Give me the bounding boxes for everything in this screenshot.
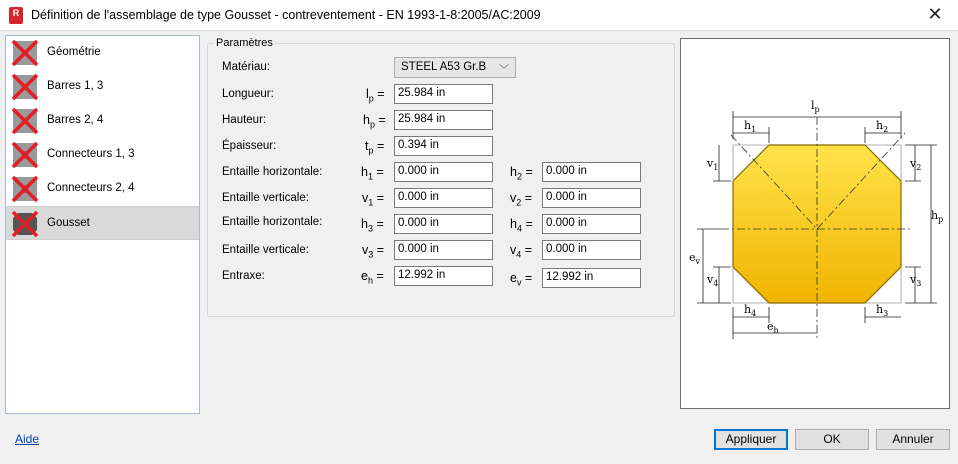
v3-field[interactable]: 0.000 in	[394, 240, 493, 260]
v4-label: $v_4$	[707, 273, 719, 288]
v2-label: $v_2$	[910, 157, 922, 172]
horizontal-notch-label-2: Entaille horizontale:	[222, 216, 323, 228]
app-icon-letter: R	[12, 8, 20, 18]
length-label: Longueur:	[222, 88, 274, 100]
error-cross-icon	[10, 38, 40, 68]
v2-field[interactable]: 0.000 in	[542, 188, 641, 208]
length-field[interactable]: 25.984 in	[394, 84, 493, 104]
error-cross-icon	[10, 140, 40, 170]
v3-symbol: $v_3$ =	[362, 243, 385, 260]
ev-symbol: $e_v$ =	[510, 271, 533, 288]
nav-item-label: Connecteurs 1, 3	[47, 148, 135, 160]
eh-field[interactable]: 12.992 in	[394, 266, 493, 286]
nav-item-connecteurs-2-4[interactable]	[6, 172, 199, 206]
apply-button[interactable]: Appliquer	[714, 429, 788, 450]
height-symbol: $h_p$ =	[363, 113, 386, 130]
h1-label: $h_1$	[744, 119, 757, 134]
lp-label: $l_p$	[811, 99, 820, 114]
ev-field[interactable]: 12.992 in	[542, 268, 641, 288]
thickness-label: Épaisseur:	[222, 140, 277, 152]
gusset-diagram	[681, 39, 949, 408]
v1-field[interactable]: 0.000 in	[394, 188, 493, 208]
sidebar-nav	[5, 35, 200, 414]
h3-label: $h_3$	[876, 303, 889, 318]
title-bar	[0, 0, 958, 31]
nav-item-label: Barres 1, 3	[47, 80, 104, 92]
h2-symbol: $h_2$ =	[510, 165, 533, 182]
nav-item-geometrie[interactable]	[6, 36, 199, 70]
parameters-group-title: Paramètres	[216, 37, 273, 49]
help-link[interactable]: Aide	[15, 432, 40, 446]
v2-symbol: $v_2$ =	[510, 191, 533, 208]
vertical-notch-label-2: Entaille verticale:	[222, 244, 309, 256]
error-cross-icon	[10, 72, 40, 102]
thickness-field[interactable]: 0.394 in	[394, 136, 493, 156]
material-select[interactable]	[394, 57, 516, 78]
h3-symbol: $h_3$ =	[361, 217, 384, 234]
error-cross-icon	[10, 174, 40, 204]
chevron-down-icon: ﹀	[499, 65, 509, 76]
h1-symbol: $h_1$ =	[361, 165, 384, 182]
h1-field[interactable]: 0.000 in	[394, 162, 493, 182]
nav-item-barres-1-3[interactable]	[6, 70, 199, 104]
revit-app-icon	[9, 7, 23, 24]
nav-item-barres-2-4[interactable]	[6, 104, 199, 138]
height-field[interactable]: 25.984 in	[394, 110, 493, 130]
v1-symbol: $v_1$ =	[362, 191, 385, 208]
h2-field[interactable]: 0.000 in	[542, 162, 641, 182]
h2-label: $h_2$	[876, 119, 889, 134]
ev-label: $e_v$	[689, 251, 701, 266]
height-label: Hauteur:	[222, 114, 267, 126]
window-title: Définition de l'assemblage de type Gousset - contreventement - EN 1993-1-8:2005/AC:2009	[31, 8, 541, 22]
error-cross-icon	[10, 209, 40, 239]
center-distance-label: Entraxe:	[222, 270, 265, 282]
h4-label: $h_4$	[744, 303, 757, 318]
length-symbol: $l_p$ =	[366, 87, 385, 104]
nav-item-label: Géométrie	[47, 46, 101, 58]
nav-item-gousset[interactable]	[6, 206, 199, 240]
nav-item-label: Gousset	[47, 217, 90, 229]
vertical-notch-label: Entaille verticale:	[222, 192, 309, 204]
v3-label: $v_3$	[910, 273, 922, 288]
nav-item-label: Connecteurs 2, 4	[47, 182, 135, 194]
nav-item-label: Barres 2, 4	[47, 114, 104, 126]
nav-item-connecteurs-1-3[interactable]	[6, 138, 199, 172]
horizontal-notch-label: Entaille horizontale:	[222, 166, 323, 178]
material-label: Matériau:	[222, 61, 270, 73]
h4-field[interactable]: 0.000 in	[542, 214, 641, 234]
cancel-button[interactable]: Annuler	[876, 429, 950, 450]
h3-field[interactable]: 0.000 in	[394, 214, 493, 234]
v4-field[interactable]: 0.000 in	[542, 240, 641, 260]
v4-symbol: $v_4$ =	[510, 243, 533, 260]
close-button[interactable]: ✕	[927, 4, 943, 24]
h4-symbol: $h_4$ =	[510, 217, 533, 234]
ok-button[interactable]: OK	[795, 429, 869, 450]
gusset-preview	[680, 38, 950, 409]
material-value: STEEL A53 Gr.B	[401, 61, 487, 73]
hp-label: $h_p$	[931, 209, 944, 224]
error-cross-icon	[10, 106, 40, 136]
eh-label: $e_h$	[767, 320, 779, 335]
v1-label: $v_1$	[707, 157, 719, 172]
thickness-symbol: $t_p$ =	[365, 139, 385, 156]
eh-symbol: $e_h$ =	[361, 269, 384, 286]
